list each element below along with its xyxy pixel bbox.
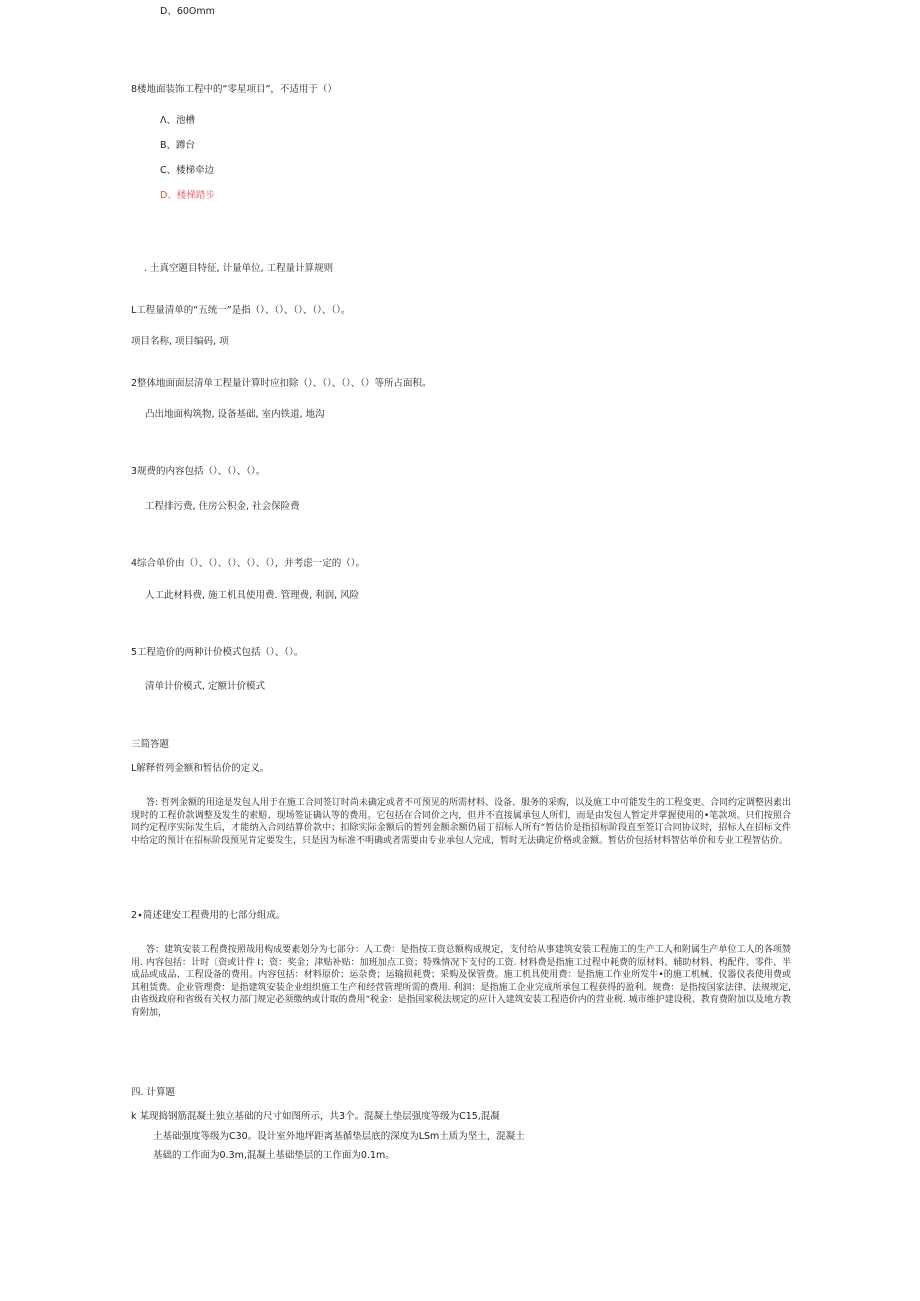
calc-line-2: 土基础强度等级为C30。设计室外地坪距离基循垫层底的深度为LSm土质为坚土，混凝土 xyxy=(153,1131,525,1142)
fill-a2: 凸出地面构筑物, 设备基础, 室内铁道, 地沟 xyxy=(145,409,325,420)
short-q1: L解释哲列金额和暂估价的定义。 xyxy=(131,763,270,774)
short-a1: 答: 哲列金额的用途是发包人用于在施工合同签订时尚未确定或者不可预见的所需材料、设备、服务的采购，以及施工中可能发生的工程变更、合同约定调整因素出现时的工程价款调整及发生的索赔、现场签证确认等的费用。它包括在合同价之内，但并不直接属承包人所们，而是由发包人暂定并掌握使用的•笔款项。只们按照合同约定程序实际发生后，才能纳入合同结算价款中；扣除实际金额后的暂列金额余额仍届丁招标人所有“暂估价是指招标阶段直至签订合同协议时，招标人在招标文件中给定的预计在招标阶段预见肯定要发生，只是因为标准不明确或者需要由专业承包人完成，暂时无法确定价格或金额。暂估价包括材料智估单价和专业工程智估价。 xyxy=(131,798,791,846)
fill-a5: 清单计价模式, 定额计价模式 xyxy=(145,681,266,692)
fill-q4: 4综合单价由（）、（）、（）、（）、（），并考虑一定的（）。 xyxy=(131,558,366,569)
q8-option-a: Λ、池槽 xyxy=(160,115,195,126)
q7-option-d: D、60Omm xyxy=(160,6,215,17)
section4-heading: 四. 计算题 xyxy=(131,1087,176,1098)
fill-a4: 人工此材料费, 施工机具使用费. 管理费, 利润, 风险 xyxy=(145,590,360,601)
fill-q2: 2整体地面面层清单工程量计算时应扣除（）、（）、（）、（）等所占面积。 xyxy=(131,378,432,389)
q8-option-d-answer: D、楼梯踏步 xyxy=(160,190,215,201)
fill-q5: 5工程造价的两种计价模式包括（）、（）。 xyxy=(131,647,304,658)
section3-heading: 三简答题 xyxy=(131,739,170,750)
q8-option-c: C、楼梯牵边 xyxy=(160,165,215,176)
calc-line-3: 基础的工作面为0.3m,混凝土基础垫层的工作面为0.1m。 xyxy=(153,1150,395,1161)
section2-heading: . 土真空题目特征, 计量单位, 工程量计算规则 xyxy=(144,263,334,274)
calc-line-1: k 某现捣钢筋混凝土独立基础的尺寸如图所示，共3个。混凝土垫层强度等级为C15,混凝 xyxy=(131,1111,500,1122)
fill-a3: 工程排污费, 住房公积金, 社会保险费 xyxy=(145,501,300,512)
fill-q1: L工程量清单的“五统一”是指（）、（）、（）、（）、（）。 xyxy=(131,305,351,316)
short-q2: 2∙简述建安工程费用的七部分组成。 xyxy=(131,910,286,921)
short-a2: 答：建筑安装工程费按照哉用构成要素划分为七部分：人工费：是指按工资总额构成规定，支付给从事建筑安装工程施工的生产工人和附属生产单位工人的各项赞用. 内容包括：计时〔资或计件 I；资：奖金；津贴补贴：加班加点工资；特殊情况下支付的工资. 材料费是指施工过程中耗费的原材料、辅助材料、构配件、零件、半成品或成品、工程设备的费用。内容包括：材料原价；运杂费；运输损耗费；采购及保管费。施工机具使用费：是指施工作业所发牛•的施工机械、仪器仪表使用费或其租赁费。企业管理费：是指建筑安装企业组织施工生产和经营管理所需的费用. 利润：是指施工企业完成所承包工程获得的盈利。规费：是指按国家法律、法规规定, 由省级政府和省级有关权力部门规定必须缴纳或计取的费用“税金：是指国家税法规定的应计入建筑安装工程造价内的营业税. 城市维护建设税、教育费附加以及地方教育附加， xyxy=(131,945,791,1018)
fill-q3: 3规费的内容包括（）、（）、（）。 xyxy=(131,466,266,477)
q8-question: 8楼地面装饰工程中的“零星项目”，不适用于（） xyxy=(131,84,337,95)
fill-a1: 项目名称, 项目编码, 项 xyxy=(131,336,229,347)
q8-option-b: B、蹲台 xyxy=(160,140,196,151)
